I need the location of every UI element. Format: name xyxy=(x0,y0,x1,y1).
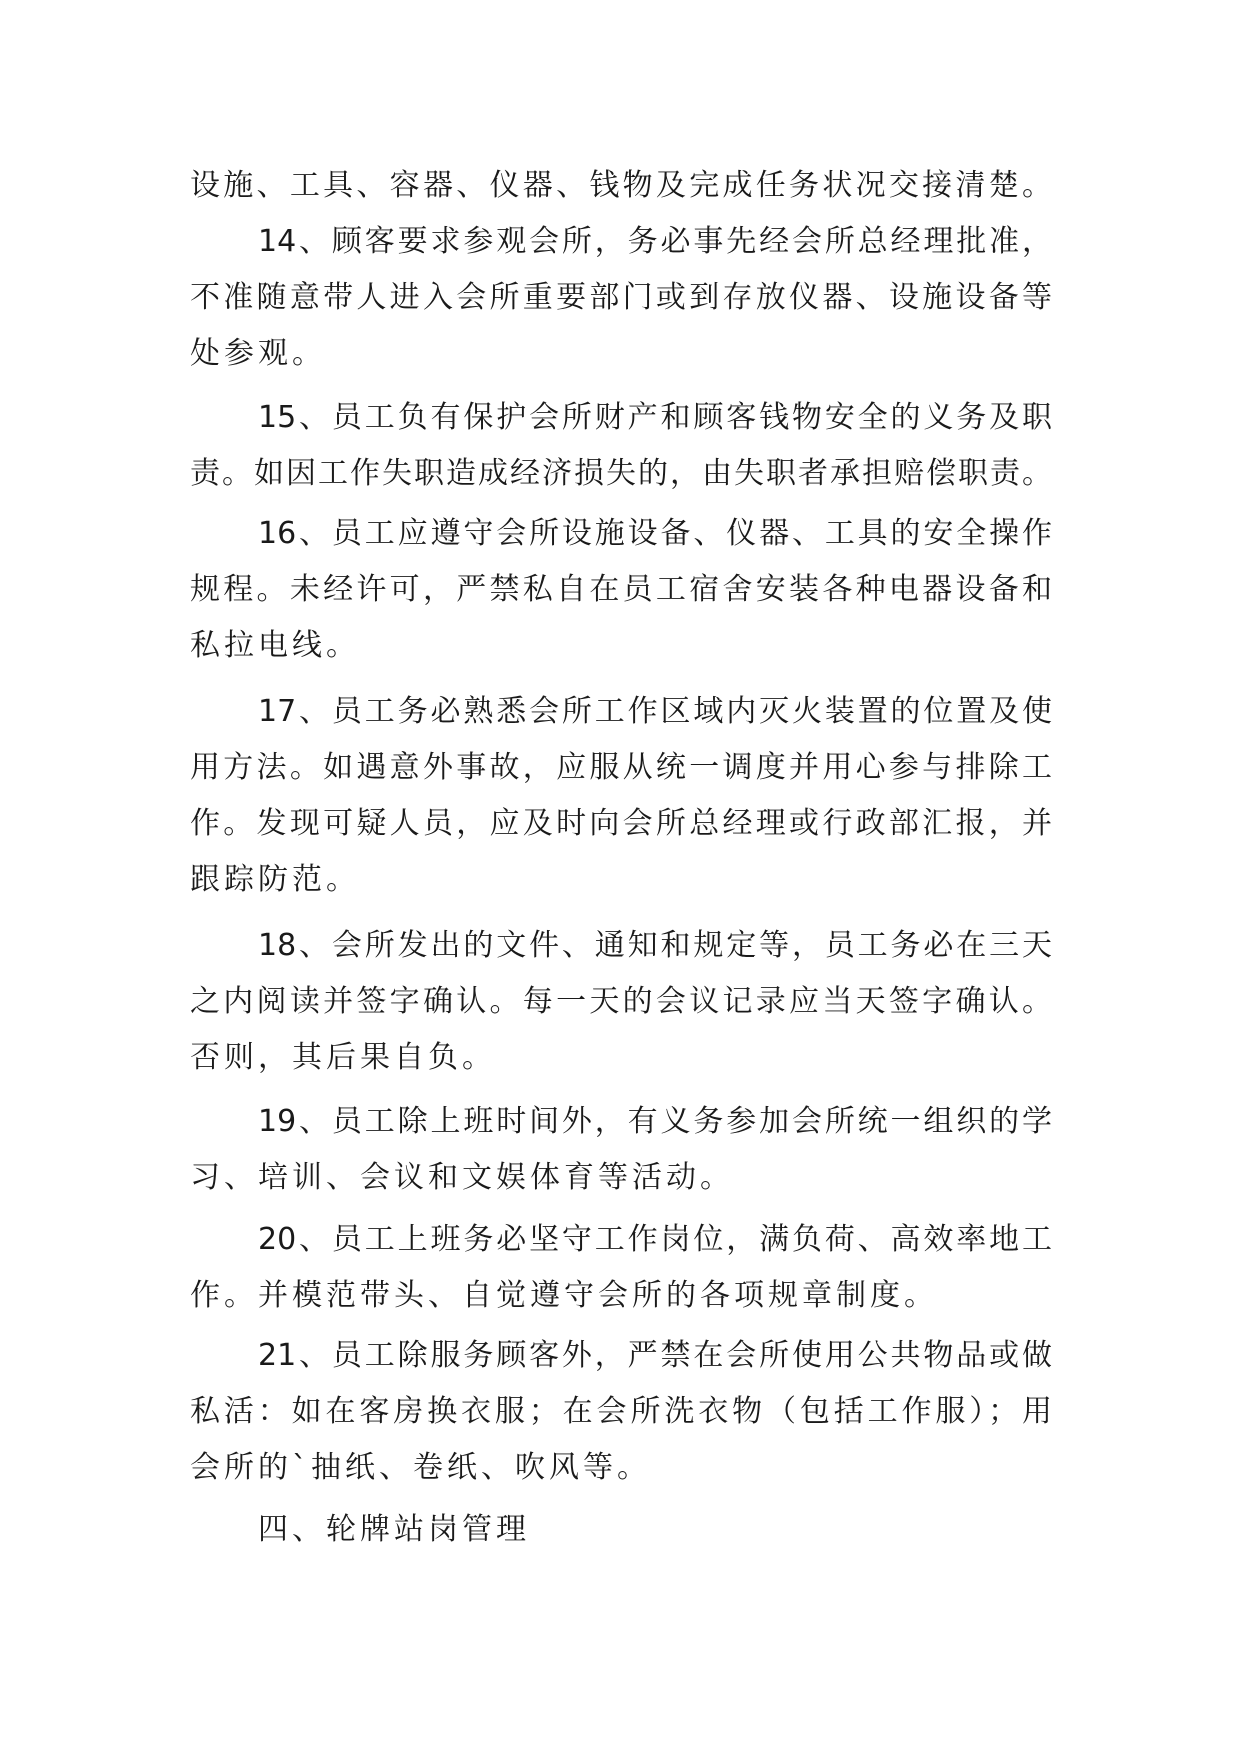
text-line: 设施、工具、容器、仪器、钱物及完成任务状况交接清楚。 xyxy=(190,168,1052,203)
section-heading: 四、轮牌站岗管理 xyxy=(258,1512,530,1547)
text-line: 习、培训、会议和文娱体育等活动。 xyxy=(190,1160,734,1195)
text-line: 作。并模范带头、自觉遵守会所的各项规章制度。 xyxy=(190,1278,938,1313)
text-line: 14、顾客要求参观会所，务必事先经会所总经理批准， xyxy=(258,224,1052,259)
text-line: 用方法。如遇意外事故，应服从统一调度并用心参与排除工 xyxy=(190,750,1052,785)
text-line: 不准随意带人进入会所重要部门或到存放仪器、设施设备等 xyxy=(190,280,1052,315)
text-line: 17、员工务必熟悉会所工作区域内灭火装置的位置及使 xyxy=(258,694,1052,729)
text-line: 19、员工除上班时间外，有义务参加会所统一组织的学 xyxy=(258,1104,1052,1139)
text-line: 否则，其后果自负。 xyxy=(190,1040,496,1075)
text-line: 之内阅读并签字确认。每一天的会议记录应当天签字确认。 xyxy=(190,984,1052,1019)
text-line: 私活：如在客房换衣服；在会所洗衣物（包括工作服）；用 xyxy=(190,1394,1052,1429)
text-line: 18、会所发出的文件、通知和规定等，员工务必在三天 xyxy=(258,928,1052,963)
text-line: 规程。未经许可，严禁私自在员工宿舍安装各种电器设备和 xyxy=(190,572,1052,607)
text-line: 20、员工上班务必坚守工作岗位，满负荷、高效率地工 xyxy=(258,1222,1052,1257)
text-line: 处参观。 xyxy=(190,336,326,371)
text-line: 会所的`抽纸、卷纸、吹风等。 xyxy=(190,1450,651,1485)
text-line: 跟踪防范。 xyxy=(190,862,360,897)
text-line: 私拉电线。 xyxy=(190,628,360,663)
text-line: 责。如因工作失职造成经济损失的，由失职者承担赔偿职责。 xyxy=(190,456,1052,491)
text-line: 21、员工除服务顾客外，严禁在会所使用公共物品或做 xyxy=(258,1338,1052,1373)
text-line: 15、员工负有保护会所财产和顾客钱物安全的义务及职 xyxy=(258,400,1052,435)
text-line: 作。发现可疑人员，应及时向会所总经理或行政部汇报，并 xyxy=(190,806,1052,841)
text-line: 16、员工应遵守会所设施设备、仪器、工具的安全操作 xyxy=(258,516,1052,551)
